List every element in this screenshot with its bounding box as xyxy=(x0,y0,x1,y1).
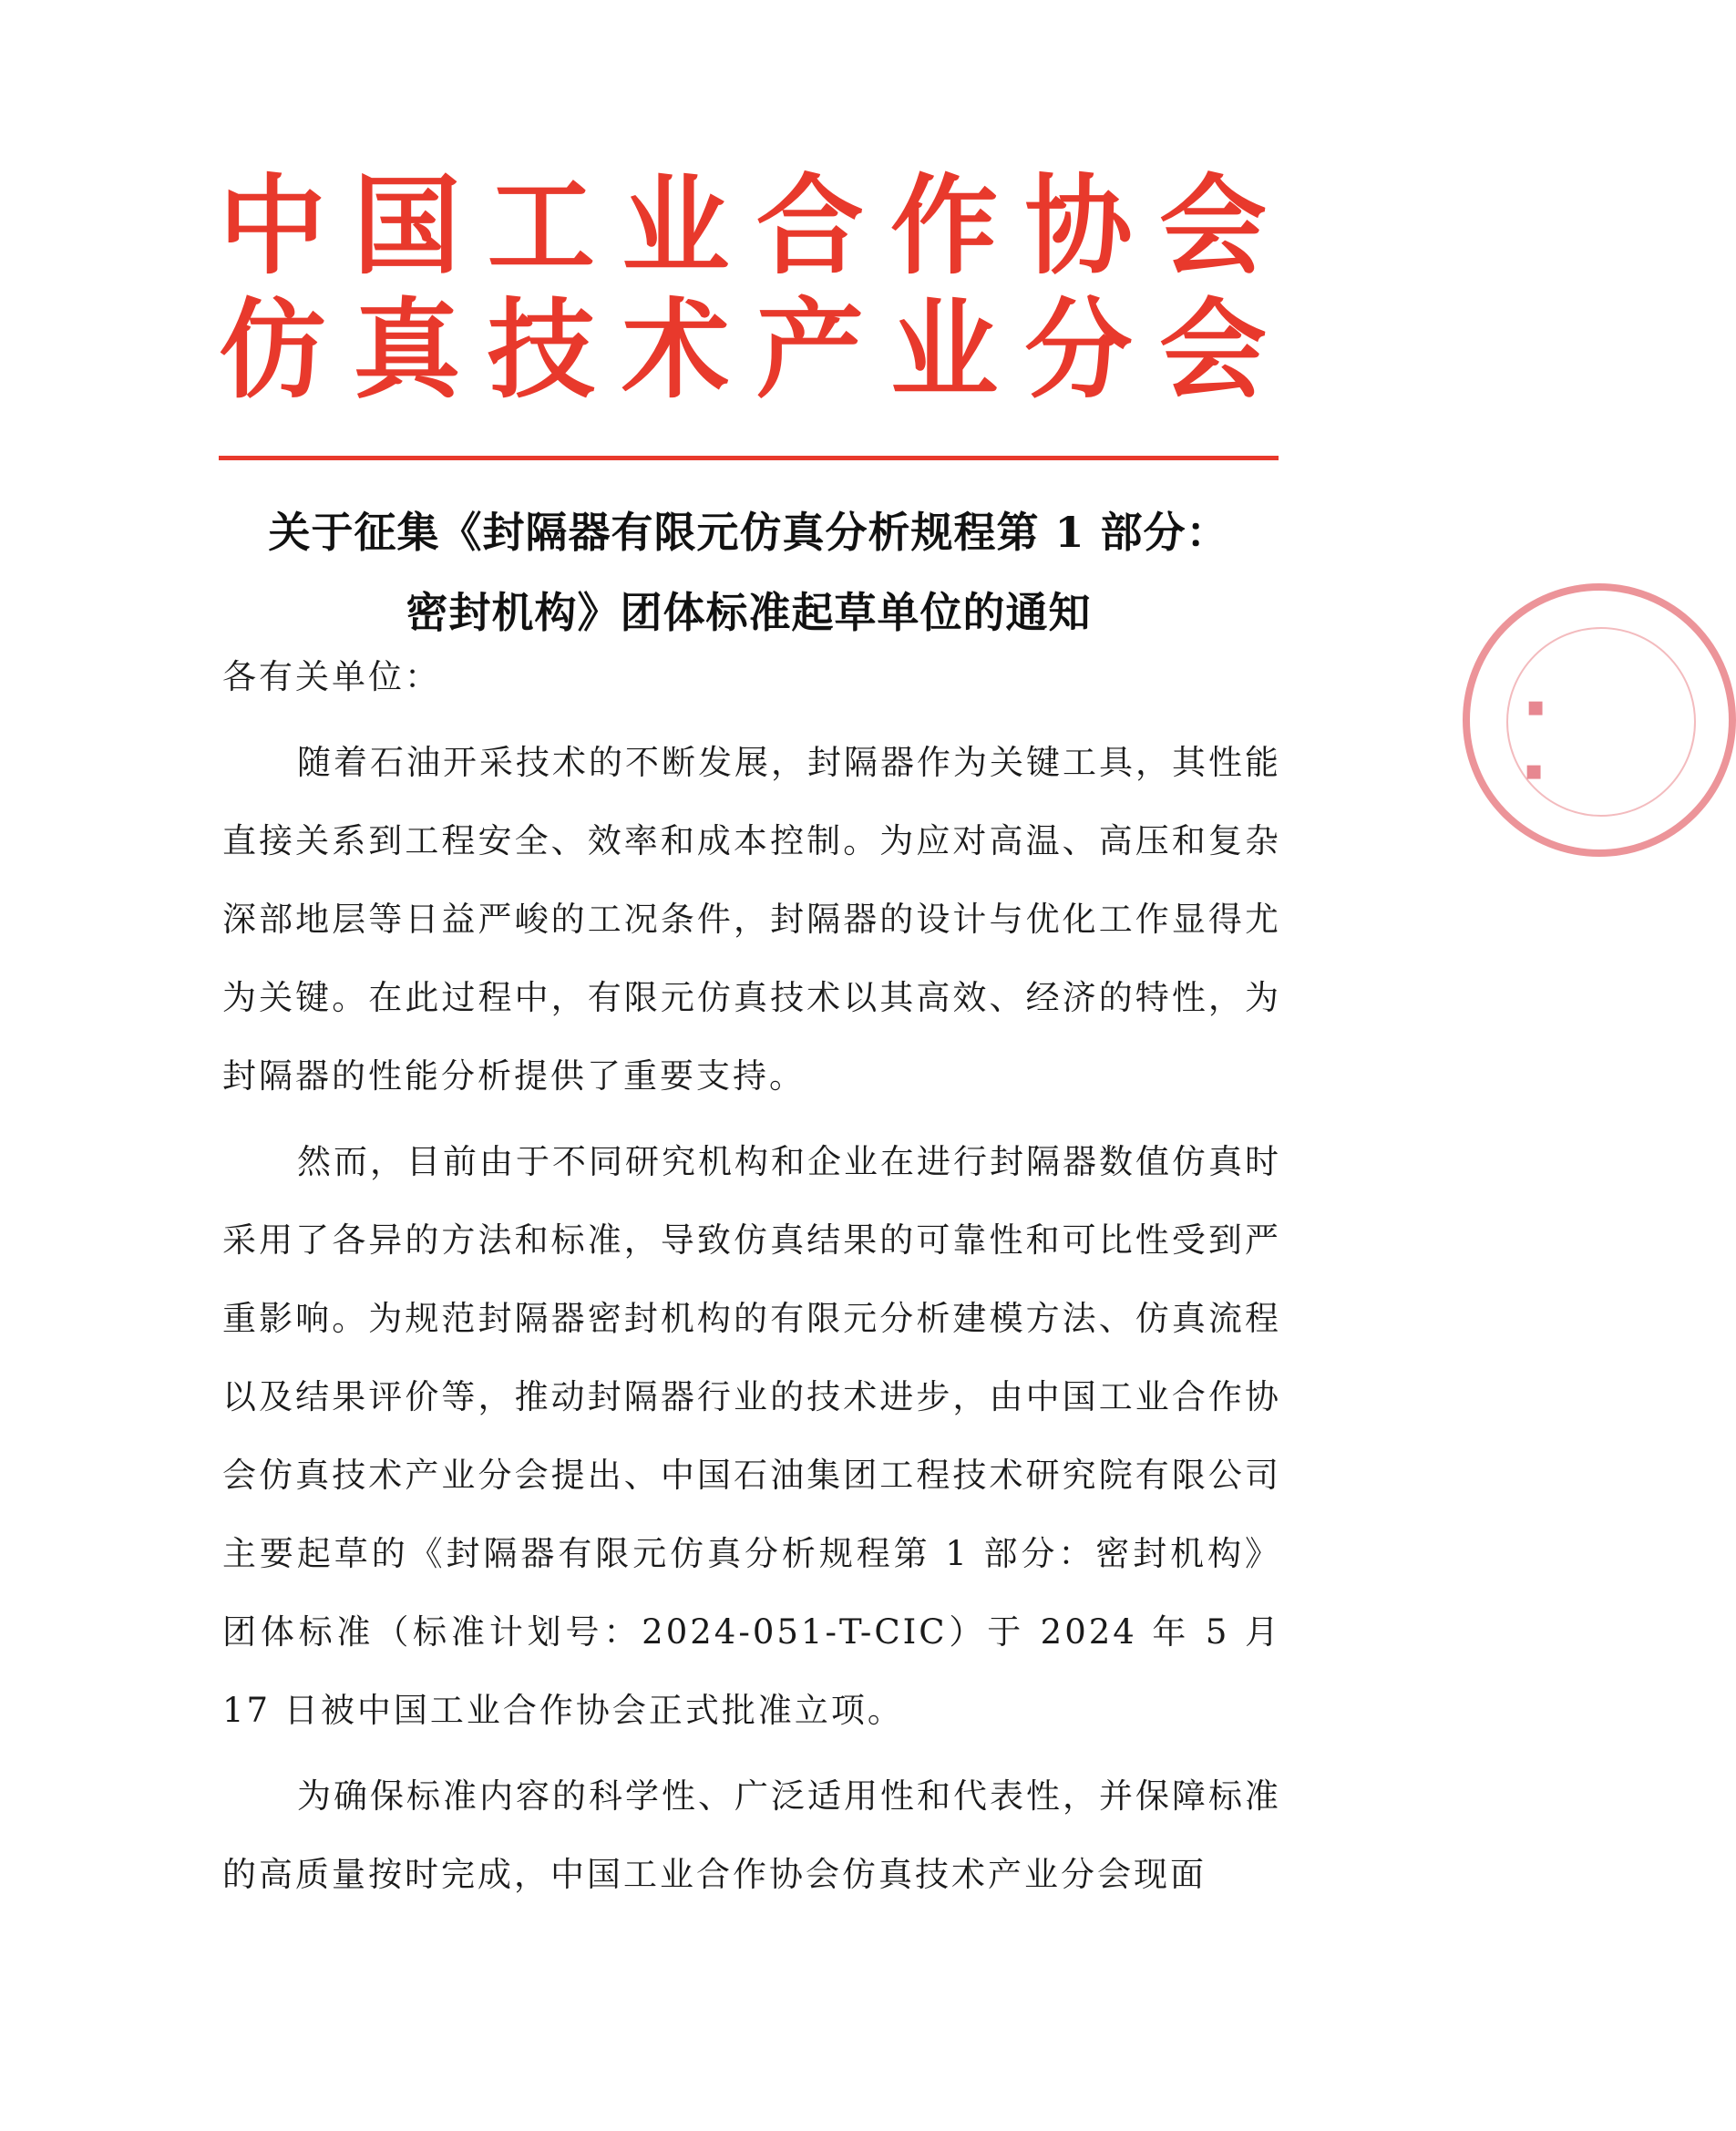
body-paragraph-3: 为确保标准内容的科学性、广泛适用性和代表性，并保障标准的高质量按时完成，中国工业合作协会仿真技术产业分会现面 xyxy=(222,1776,1281,1894)
seal-mark: ▪ xyxy=(1526,691,1546,723)
letterhead-branch-name: 仿真技术产业分会 xyxy=(219,287,1285,413)
document-body xyxy=(222,638,1281,1914)
official-seal-stamp xyxy=(1463,583,1736,857)
body-paragraph-1: 随着石油开采技术的不断发展，封隔器作为关键工具，其性能直接关系到工程安全、效率和成本控制。为应对高温、高压和复杂深部地层等日益严峻的工况条件，封隔器的设计与优化工作显得尤为关键。在此过程中，有限元仿真技术以其高效、经济的特性，为封隔器的性能分析提供了重要支持。 xyxy=(222,743,1281,1096)
letterhead xyxy=(219,164,1285,416)
letterhead-org-name: 中国工业合作协会 xyxy=(219,163,1285,289)
salutation: 各有关单位： xyxy=(222,657,441,696)
document-title xyxy=(219,492,1279,653)
letterhead-divider xyxy=(219,456,1279,460)
document-title-line-2: 密封机构》团体标准起草单位的通知 xyxy=(406,588,1092,637)
seal-mark: ▪ xyxy=(1525,755,1544,787)
document-title-line-1: 关于征集《封隔器有限元仿真分析规程第 1 部分： xyxy=(268,508,1229,557)
body-paragraph-2: 然而，目前由于不同研究机构和企业在进行封隔器数值仿真时采用了各异的方法和标准，导致仿真结果的可靠性和可比性受到严重影响。为规范封隔器密封机构的有限元分析建模方法、仿真流程以及结果评价等，推动封隔器行业的技术进步，由中国工业合作协会仿真技术产业分会提出、中国石油集团工程技术研究院有限公司主要起草的《封隔器有限元仿真分析规程第 1 部分：密封机构》团体标准（标准计划号：2024-051-T-CIC）于 2024 年 5 月 17 日被中国工业合作协会正式批准立项。 xyxy=(222,1142,1281,1730)
